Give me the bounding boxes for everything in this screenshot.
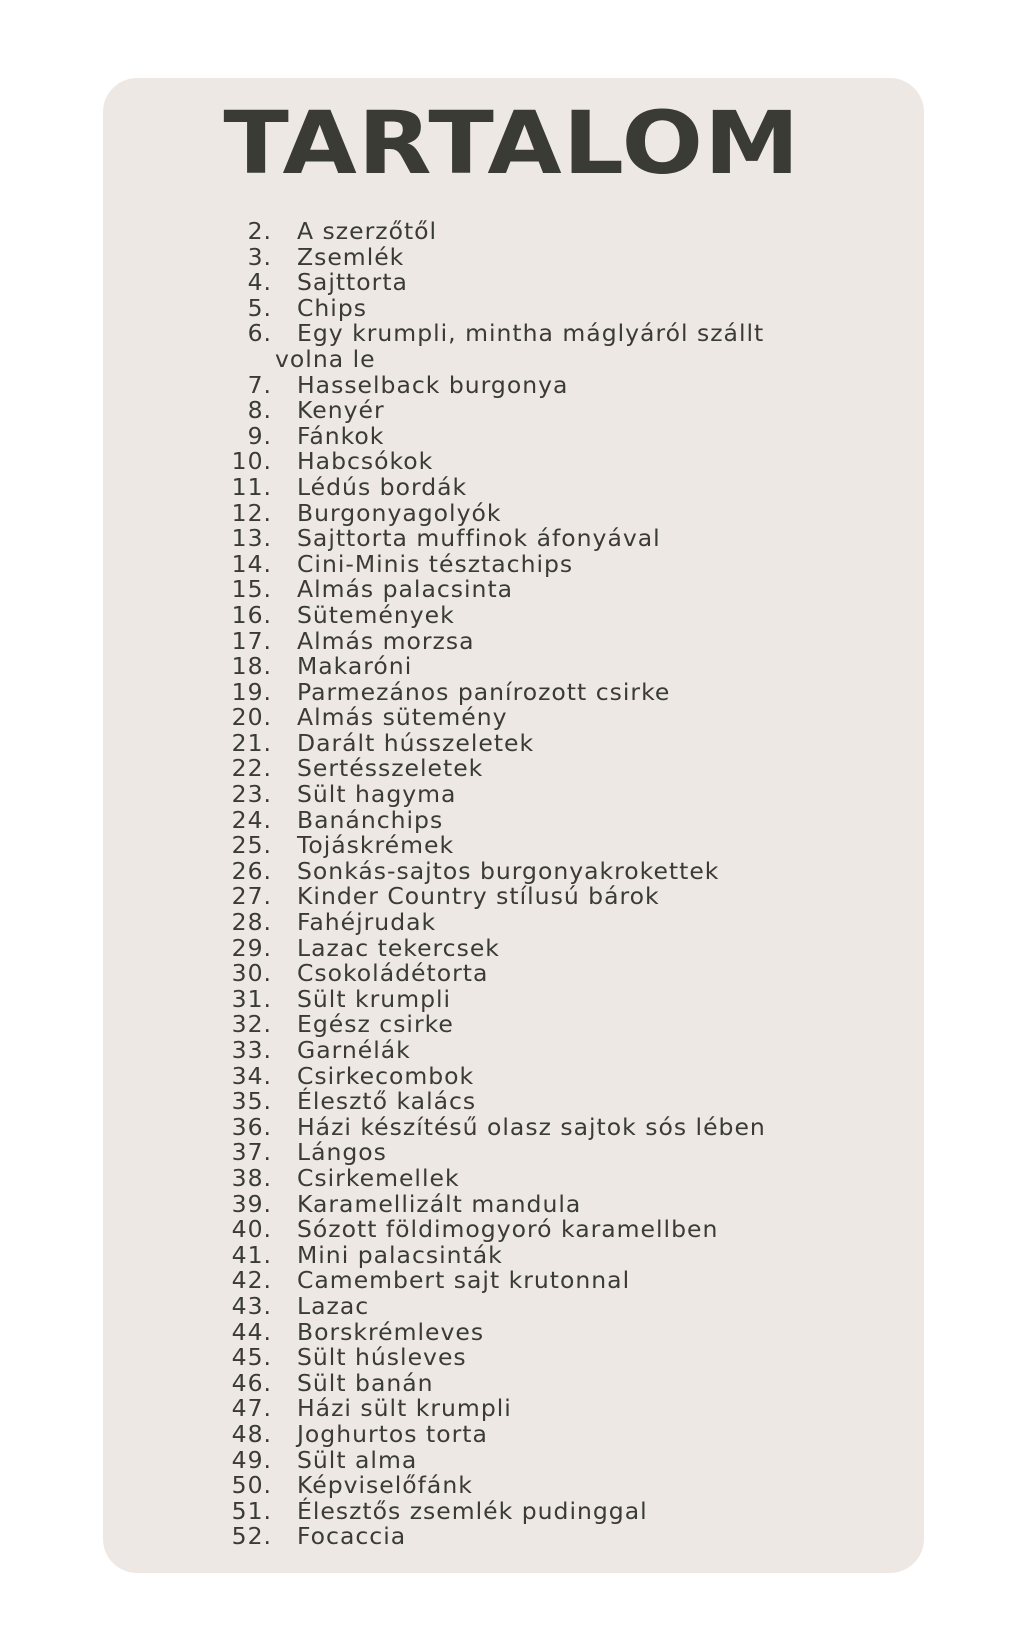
toc-entry <box>222 321 782 372</box>
toc-page-number: 42. <box>231 1266 272 1295</box>
toc-title <box>272 321 782 372</box>
toc-entry <box>222 705 782 731</box>
toc-title-text: Egy krumpli, mintha máglyáról szállt <box>297 319 765 348</box>
toc-title <box>272 1061 782 1090</box>
toc-title <box>272 654 782 680</box>
toc-page-number: 28. <box>231 908 272 937</box>
toc-title-text: Házi készítésű olasz sajtok sós lében <box>297 1112 766 1141</box>
toc-title <box>272 1163 782 1192</box>
toc-title-text: A szerzőtől <box>297 217 438 245</box>
toc-title-text: Egész csirke <box>297 1010 454 1039</box>
toc-entry <box>222 600 782 629</box>
toc-page-number: 39. <box>231 1189 272 1218</box>
toc-entry <box>222 1268 782 1294</box>
toc-page-number: 34. <box>231 1061 272 1090</box>
toc-title-text: Focaccia <box>297 1522 407 1551</box>
toc-title <box>272 1496 782 1525</box>
toc-page-number: 23. <box>231 780 272 809</box>
toc-page-number: 36. <box>231 1112 272 1141</box>
toc-title-text: Burgonyagolyók <box>297 498 502 527</box>
toc-title-text: Garnélák <box>297 1036 411 1064</box>
toc-title <box>272 805 782 834</box>
toc-title <box>272 910 782 936</box>
toc-title <box>272 577 782 603</box>
toc-page-number: 11. <box>231 472 272 501</box>
toc-title <box>272 756 782 782</box>
toc-title <box>272 1419 782 1448</box>
toc-title <box>272 782 782 808</box>
toc-page-number: 27. <box>231 882 272 911</box>
table-of-contents <box>222 219 782 1550</box>
toc-title <box>272 728 782 757</box>
toc-title <box>272 270 782 296</box>
toc-entry <box>222 526 782 552</box>
toc-title-text: Borskrémleves <box>297 1317 485 1346</box>
toc-entry <box>222 1217 782 1243</box>
toc-title-text: Csirkecombok <box>297 1061 475 1090</box>
toc-page-number: 25. <box>231 831 272 860</box>
toc-entry <box>222 1140 782 1166</box>
toc-title-text: Fánkok <box>297 421 385 450</box>
toc-title <box>272 498 782 527</box>
toc-title-text: Tojáskrémek <box>297 831 455 860</box>
toc-entry <box>222 1061 782 1090</box>
toc-page-number: 14. <box>231 549 272 578</box>
toc-title-text: Sült banán <box>297 1368 434 1397</box>
toc-title <box>272 398 782 424</box>
toc-page-number: 6. <box>247 319 272 348</box>
toc-entry <box>222 370 782 399</box>
toc-entry <box>222 856 782 885</box>
toc-title-text: Darált hússzeletek <box>297 728 535 757</box>
toc-entry <box>222 782 782 808</box>
toc-page-number: 31. <box>231 984 272 1013</box>
toc-title <box>272 1189 782 1218</box>
toc-entry <box>222 833 782 859</box>
toc-title <box>272 526 782 552</box>
toc-title-text: Banánchips <box>297 805 444 834</box>
toc-title <box>272 933 782 962</box>
toc-title-text: Sonkás-sajtos burgonyakrokettek <box>297 856 720 885</box>
toc-page-number: 13. <box>231 524 272 553</box>
toc-entry <box>222 1240 782 1269</box>
toc-page-number: 21. <box>231 728 272 757</box>
toc-title <box>272 1217 782 1243</box>
toc-title <box>272 600 782 629</box>
toc-title <box>272 626 782 655</box>
toc-title-text: Lédús bordák <box>297 472 468 501</box>
toc-page-number: 45. <box>231 1343 272 1372</box>
toc-entry <box>222 498 782 527</box>
toc-title-text: Sajttorta muffinok áfonyával <box>297 524 661 553</box>
toc-title-text: Almás palacsinta <box>297 575 514 604</box>
toc-entry <box>222 1345 782 1371</box>
toc-title <box>272 1038 782 1064</box>
toc-entry <box>222 1189 782 1218</box>
toc-title-text: Hasselback burgonya <box>297 370 569 399</box>
toc-entry <box>222 1396 782 1422</box>
toc-page-number: 19. <box>231 677 272 706</box>
toc-entry <box>222 1291 782 1320</box>
toc-title <box>272 984 782 1013</box>
toc-entry <box>222 677 782 706</box>
toc-page-number: 38. <box>231 1163 272 1192</box>
toc-title <box>272 884 782 910</box>
toc-title-continuation: volna le <box>275 344 376 373</box>
toc-title-text: Sütemények <box>297 600 455 629</box>
toc-page-number: 20. <box>231 703 272 732</box>
toc-title-text: Élesztős zsemlék pudinggal <box>297 1496 648 1525</box>
toc-page-number: 44. <box>231 1317 272 1346</box>
toc-entry <box>222 1496 782 1525</box>
toc-title <box>272 1089 782 1115</box>
toc-title-text: Fahéjrudak <box>297 908 437 937</box>
toc-entry <box>222 1368 782 1397</box>
toc-page-number: 16. <box>231 600 272 629</box>
toc-page-number: 8. <box>247 396 272 425</box>
toc-page-number: 4. <box>247 268 272 297</box>
toc-title-text: Almás sütemény <box>297 703 508 732</box>
toc-title <box>272 1140 782 1166</box>
toc-page-number: 18. <box>231 652 272 681</box>
toc-title-text: Kinder Country stílusú bárok <box>297 882 660 911</box>
toc-page-number: 9. <box>247 421 272 450</box>
toc-title-text: Csirkemellek <box>297 1163 460 1192</box>
toc-entry <box>222 577 782 603</box>
toc-page-number: 12. <box>231 498 272 527</box>
toc-page-number: 2. <box>247 217 272 245</box>
toc-page-number: 35. <box>231 1087 272 1116</box>
toc-title <box>272 705 782 731</box>
toc-page-number: 17. <box>231 626 272 655</box>
toc-title-text: Makaróni <box>297 652 413 681</box>
toc-page-number: 43. <box>231 1291 272 1320</box>
toc-entry <box>222 805 782 834</box>
toc-title <box>272 421 782 450</box>
toc-title <box>272 1317 782 1346</box>
toc-title <box>272 242 782 271</box>
toc-entry <box>222 1038 782 1064</box>
toc-page-number: 5. <box>247 293 272 322</box>
toc-title <box>272 1345 782 1371</box>
toc-title-text: Sült húsleves <box>297 1343 467 1372</box>
toc-page-number: 24. <box>231 805 272 834</box>
toc-page-number: 10. <box>231 447 272 476</box>
toc-title-text: Képviselőfánk <box>297 1471 473 1500</box>
toc-entry <box>222 1112 782 1141</box>
toc-page-number: 3. <box>247 242 272 271</box>
toc-title <box>272 1112 782 1141</box>
toc-page-number: 48. <box>231 1419 272 1448</box>
toc-title <box>272 961 782 987</box>
toc-title-text: Karamellizált mandula <box>297 1189 582 1218</box>
toc-entry <box>222 1445 782 1474</box>
toc-title <box>272 1240 782 1269</box>
toc-entry <box>222 1163 782 1192</box>
toc-page-number: 49. <box>231 1445 272 1474</box>
toc-title-text: Sült alma <box>297 1445 418 1474</box>
toc-title-text: Csokoládétorta <box>297 959 489 988</box>
toc-page-number: 32. <box>231 1010 272 1039</box>
toc-title-text: Habcsókok <box>297 447 434 476</box>
toc-title-text: Házi sült krumpli <box>297 1394 512 1423</box>
toc-page-number: 51. <box>231 1496 272 1525</box>
toc-title-text: Élesztő kalács <box>297 1087 477 1116</box>
toc-page-number: 37. <box>231 1138 272 1167</box>
toc-title-text: Mini palacsinták <box>297 1240 503 1269</box>
toc-entry <box>222 910 782 936</box>
toc-title <box>272 1012 782 1038</box>
toc-page-number: 22. <box>231 754 272 783</box>
toc-page-number: 52. <box>231 1522 272 1551</box>
toc-page-number: 29. <box>231 933 272 962</box>
toc-entry <box>222 961 782 987</box>
toc-entry <box>222 1089 782 1115</box>
toc-title <box>272 1445 782 1474</box>
toc-page-number: 50. <box>231 1471 272 1500</box>
toc-title-text: Almás morzsa <box>297 626 475 655</box>
toc-page-number: 30. <box>231 959 272 988</box>
toc-entry <box>222 242 782 271</box>
toc-entry <box>222 449 782 475</box>
toc-title-text: Sült hagyma <box>297 780 457 809</box>
toc-title-text: Sült krumpli <box>297 984 452 1013</box>
toc-title <box>272 1473 782 1499</box>
toc-title <box>272 549 782 578</box>
toc-title-text: Kenyér <box>297 396 385 425</box>
toc-entry <box>222 626 782 655</box>
toc-page-number: 46. <box>231 1368 272 1397</box>
toc-entry <box>222 1473 782 1499</box>
toc-title-text: Camembert sajt krutonnal <box>297 1266 631 1295</box>
toc-entry <box>222 654 782 680</box>
toc-entry <box>222 933 782 962</box>
toc-title <box>272 1524 782 1550</box>
toc-title-text: Cini-Minis tésztachips <box>297 549 574 578</box>
toc-title <box>272 449 782 475</box>
toc-title-text: Sózott földimogyoró karamellben <box>297 1215 719 1244</box>
toc-entry <box>222 984 782 1013</box>
toc-title-text: Sertésszeletek <box>297 754 484 783</box>
toc-title <box>272 856 782 885</box>
toc-entry <box>222 756 782 782</box>
toc-title <box>272 370 782 399</box>
toc-title <box>272 472 782 501</box>
toc-page-number: 47. <box>231 1394 272 1423</box>
toc-entry <box>222 398 782 424</box>
toc-page-number: 15. <box>231 575 272 604</box>
toc-title <box>272 293 782 322</box>
page-title: TARTALOM <box>223 92 801 194</box>
toc-entry <box>222 219 782 245</box>
toc-title <box>272 1268 782 1294</box>
toc-entry <box>222 549 782 578</box>
toc-page-number: 40. <box>231 1215 272 1244</box>
toc-title <box>272 1396 782 1422</box>
toc-title-text: Sajttorta <box>297 268 408 297</box>
toc-page-number: 33. <box>231 1036 272 1064</box>
toc-entry <box>222 1012 782 1038</box>
toc-title-text: Parmezános panírozott csirke <box>297 677 671 706</box>
toc-page-number: 26. <box>231 856 272 885</box>
toc-title-text: Lazac <box>297 1291 370 1320</box>
toc-title-text: Zsemlék <box>297 242 405 271</box>
toc-entry <box>222 270 782 296</box>
toc-title-text: Chips <box>297 293 367 322</box>
toc-page-number: 7. <box>247 370 272 399</box>
toc-title-text: Lazac tekercsek <box>297 933 500 962</box>
toc-entry <box>222 1419 782 1448</box>
toc-title <box>272 1368 782 1397</box>
toc-entry <box>222 884 782 910</box>
toc-page-number: 41. <box>231 1240 272 1269</box>
toc-entry <box>222 293 782 322</box>
toc-entry <box>222 1317 782 1346</box>
toc-title <box>272 219 782 245</box>
toc-entry <box>222 1524 782 1550</box>
toc-title-text: Lángos <box>297 1138 387 1167</box>
toc-entry <box>222 728 782 757</box>
toc-title-text: Joghurtos torta <box>297 1419 488 1448</box>
toc-title <box>272 1291 782 1320</box>
toc-title <box>272 677 782 706</box>
toc-entry <box>222 421 782 450</box>
toc-title <box>272 833 782 859</box>
toc-entry <box>222 472 782 501</box>
